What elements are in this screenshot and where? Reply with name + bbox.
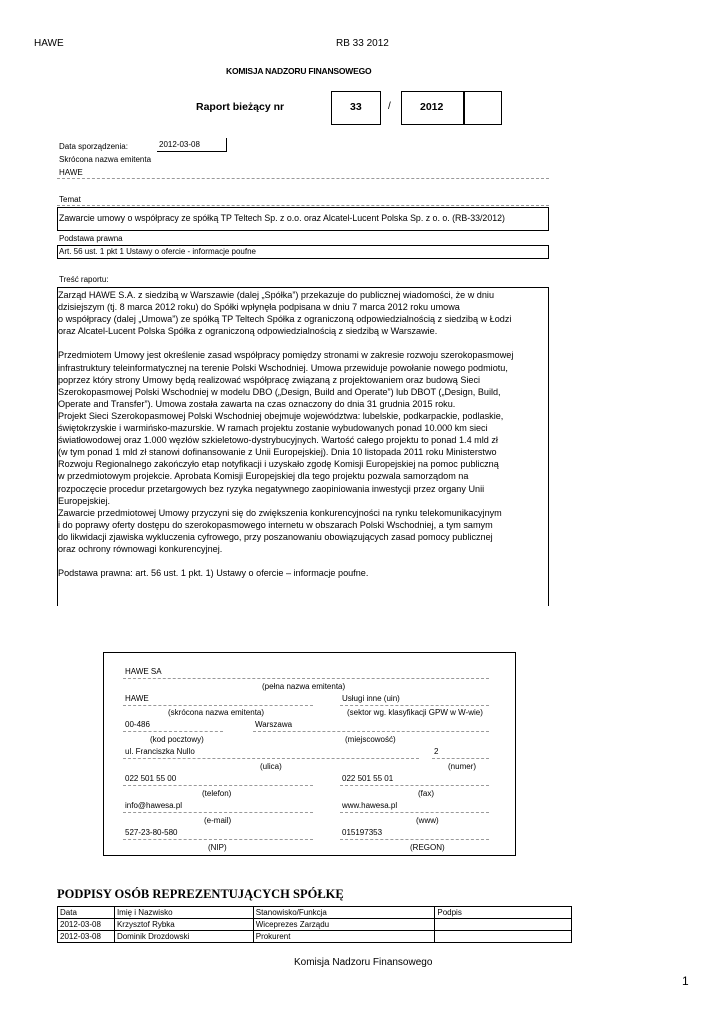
issuer-phone: 022 501 55 00 (125, 774, 177, 783)
content-line: Zawarcie przedmiotowej Umowy przyczyni się do zwiększenia konkurencyjności na rynku telekomunikacyjnym (58, 507, 502, 518)
short-name-label: Skrócona nazwa emitenta (59, 155, 152, 164)
content-label: Treść raportu: (59, 275, 109, 284)
footer-center: Komisja Nadzoru Finansowego (294, 957, 433, 968)
issuer-email: info@hawesa.pl (125, 801, 183, 810)
content-line: o współpracy (dalej „Umowa”) ze spółką TP Teltech Spółka z ograniczoną odpowiedzialnością z siedzibą w Łodzi (58, 314, 512, 325)
issuer-postal-code-caption: (kod pocztowy) (150, 735, 204, 744)
issuer-www: www.hawesa.pl (342, 801, 398, 810)
issuer-phone-caption: (telefon) (202, 789, 232, 798)
table-row (58, 919, 572, 931)
issuer-number: 2 (434, 747, 439, 756)
signatures-col-name: Imię i Nazwisko (114, 907, 253, 919)
signature-date: 2012-03-08 (58, 931, 115, 943)
page-number: 1 (682, 974, 689, 988)
content-line: oraz Alcatel-Lucent Polska Spółka z ograniczoną odpowiedzialnością z siedzibą w Warszawie. (58, 326, 438, 337)
report-extra-box (464, 91, 502, 125)
issuer-nip: 527-23-80-580 (125, 828, 178, 837)
content-line: Europejskiej. (58, 495, 111, 506)
content-line (58, 337, 548, 349)
issuer-street-line (123, 758, 419, 759)
issuer-regon-caption: (REGON) (410, 843, 445, 852)
issuer-sector: Usługi inne (uin) (342, 694, 400, 703)
content-line: Operate and Transfer”). Umowa została zawarta na czas oznaczony do dnia 31 grudnia 2015 roku. (58, 398, 456, 409)
issuer-sector-caption: (sektor wg. klasyfikacji GPW w W-wie) (347, 708, 483, 717)
content-line: w przedmiotowym projekcie. Aprobata Komisji Europejskiej dla tego projektu pozwala samorządom na (58, 471, 469, 482)
issuer-street: ul. Franciszka Nullo (125, 747, 195, 756)
issuer-sector-line (340, 705, 489, 706)
content-line: światłowodowej oraz 1.000 węzłów szkieletowo-dystrybucyjnych. Wartość całego projektu to ponad 1.4 mld zł (58, 435, 498, 446)
signature-name: Dominik Drozdowski (114, 931, 253, 943)
topic-divider (57, 205, 549, 206)
issuer-fax-caption: (fax) (418, 789, 434, 798)
report-slash: / (388, 101, 391, 112)
signature-cell (435, 931, 572, 943)
issuer-full-name-line (123, 678, 489, 679)
report-title-label: Raport bieżący nr (196, 101, 285, 113)
issuer-postal-code: 00-486 (125, 720, 150, 729)
issuer-nip-caption: (NIP) (208, 843, 227, 852)
header-left: HAWE (34, 38, 64, 49)
issuer-regon: 015197353 (342, 828, 383, 837)
date-label: Data sporządzenia: (59, 142, 128, 151)
short-name-value: HAWE (59, 168, 83, 177)
signatures-table (57, 906, 572, 943)
date-value: 2012-03-08 (159, 140, 200, 149)
issuer-email-line (123, 812, 313, 813)
authority-title: KOMISJA NADZORU FINANSOWEGO (226, 66, 372, 76)
issuer-short-name: HAWE (125, 694, 149, 703)
signatures-col-position: Stanowisko/Funkcja (253, 907, 435, 919)
signature-name: Krzysztof Rybka (114, 919, 253, 931)
issuer-www-line (340, 812, 489, 813)
issuer-www-caption: (www) (416, 816, 439, 825)
issuer-street-caption: (ulica) (260, 762, 282, 771)
content-line: świętokrzyskie i warmińsko-mazurskie. W ramach projektu zostanie wybudowanych ponad 10.000 km sieci (58, 423, 488, 434)
issuer-full-name-caption: (pełna nazwa emitenta) (262, 682, 346, 691)
content-line: i do poprawy oferty dostępu do szerokopasmowego internetu w obszarach Polski Wschodniej, a tym samym (58, 519, 493, 530)
report-year: 2012 (420, 101, 444, 113)
signatures-col-signature: Podpis (435, 907, 572, 919)
issuer-fax-line (340, 785, 489, 786)
content-line: Zarząd HAWE S.A. z siedzibą w Warszawie (dalej „Spółka”) przekazuje do publicznej wiadomości, że w dniu (58, 290, 494, 300)
report-content (58, 289, 548, 579)
content-line: Projekt Sieci Szerokopasmowej Polski Wschodniej obejmuje województwa: lubelskie, podkarpackie, podlaskie, (58, 410, 504, 421)
legal-basis-value: Art. 56 ust. 1 pkt 1 Ustawy o ofercie - informacje poufne (59, 247, 256, 256)
signature-position: Wiceprezes Zarządu (253, 919, 435, 931)
issuer-number-line (432, 758, 489, 759)
signatures-header-row (58, 907, 572, 919)
signatures-col-date: Data (58, 907, 115, 919)
content-line (58, 555, 548, 567)
content-line: infrastruktury teleinformatycznej na terenie Polski Wschodniej. Umowa przewiduje powołanie nowego podmiotu, (58, 362, 508, 373)
issuer-fax: 022 501 55 01 (342, 774, 394, 783)
issuer-city-caption: (miejscowość) (345, 735, 396, 744)
signature-date: 2012-03-08 (58, 919, 115, 931)
header-center: RB 33 2012 (336, 38, 389, 49)
issuer-city: Warszawa (255, 720, 293, 729)
issuer-full-name: HAWE SA (125, 667, 162, 676)
issuer-number-caption: (numer) (448, 762, 477, 771)
issuer-email-caption: (e-mail) (204, 816, 232, 825)
issuer-nip-line (123, 839, 313, 840)
issuer-phone-line (123, 785, 313, 786)
issuer-short-name-line (123, 705, 313, 706)
table-row (58, 931, 572, 943)
content-line: poprzez który strony Umowy będą realizować współpracę związaną z projektowaniem oraz budową Sieci (58, 374, 481, 385)
content-line: (w tym ponad 1 mld zł stanowi dofinansowanie z Unii Europejskiej). Dnia 10 listopada 2011 roku Ministerstwo (58, 447, 497, 458)
content-line: Podstawa prawna: art. 56 ust. 1 pkt. 1) Ustawy o ofercie – informacje poufne. (58, 568, 369, 579)
short-name-divider (57, 178, 549, 179)
topic-value: Zawarcie umowy o współpracy ze spółką TP Teltech Sp. z o.o. oraz Alcatel-Lucent Polska Sp. z o. o. (RB-33/2012) (59, 213, 505, 223)
content-line: Przedmiotem Umowy jest określenie zasad współpracy pomiędzy stronami w zakresie rozwoju szerokopasmowej (58, 350, 514, 361)
report-number: 33 (350, 101, 362, 113)
signature-cell (435, 919, 572, 931)
issuer-regon-line (340, 839, 489, 840)
content-line: Rozwoju Regionalnego zakończyło etap notyfikacji i uzyskało zgodę Komisji Europejskiej na pomoc publiczną (58, 459, 499, 470)
signature-position: Prokurent (253, 931, 435, 943)
topic-label: Temat (59, 195, 81, 204)
content-line: rozpoczęcie procedur przetargowych bez ryzyka negatywnego zaopiniowania inwestycji przez organy Unii (58, 483, 485, 494)
legal-basis-label: Podstawa prawna (59, 234, 123, 243)
issuer-city-line (253, 731, 489, 732)
content-line: do likwidacji zjawiska wykluczenia cyfrowego, przy poszanowaniu obowiązujących zasad pomocy publicznej (58, 531, 493, 542)
issuer-short-name-caption: (skrócona nazwa emitenta) (168, 708, 265, 717)
content-line: oraz ochrony równowagi konkurencyjnej. (58, 543, 223, 554)
content-line: Szerokopasmowej Polski Wschodniej w modelu DBO („Design, Build and Operate”) lub DBOT („Design, Build, (58, 386, 501, 397)
content-line: dzisiejszym (tj. 8 marca 2012 roku) do Spółki wpłynęła podpisana w dniu 7 marca 2012 roku umowa (58, 302, 460, 313)
issuer-postal-line (123, 731, 223, 732)
signatures-heading: PODPISY OSÓB REPREZENTUJĄCYCH SPÓŁKĘ (57, 887, 344, 901)
